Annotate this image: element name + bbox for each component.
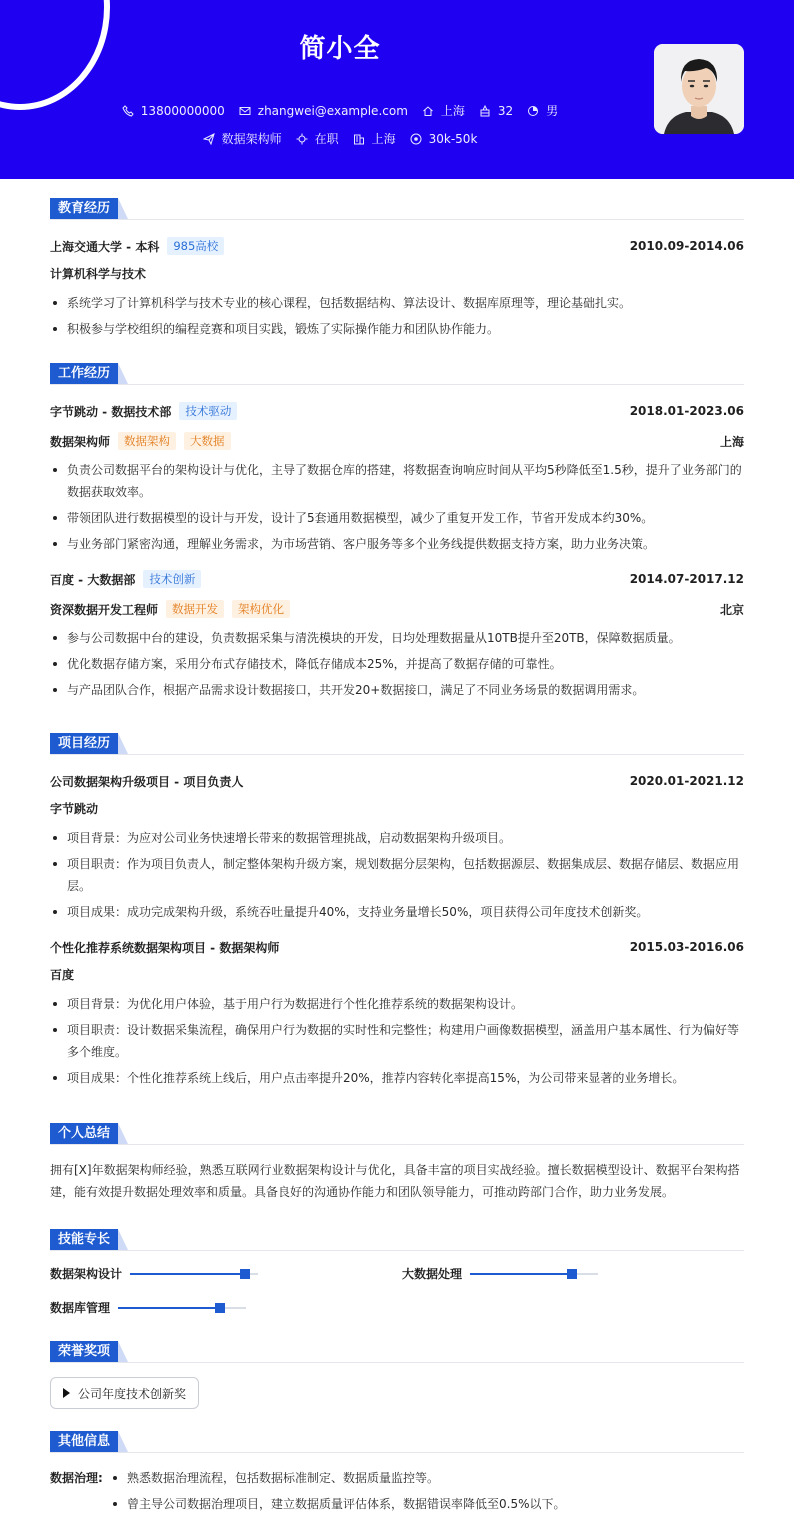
list-item: 优化数据存储方案，采用分布式存储技术，降低存储成本25%，并提高了数据存储的可靠性。 — [50, 653, 744, 675]
work-date: 2018.01-2023.06 — [629, 404, 744, 418]
job-intent-line — [0, 130, 680, 147]
project-bullets — [50, 993, 744, 1089]
project-date: 2015.03-2016.06 — [629, 940, 744, 954]
project-name: 公司数据架构升级项目 - 项目负责人 — [50, 774, 244, 789]
phone-info — [122, 102, 225, 119]
role-tag: 大数据 — [184, 432, 231, 450]
project-org: 百度 — [50, 968, 75, 982]
role-tag: 架构优化 — [232, 600, 290, 618]
position-info — [203, 130, 282, 147]
work-date: 2014.07-2017.12 — [629, 572, 744, 586]
education-heading — [50, 198, 744, 220]
school-badge: 985高校 — [167, 237, 224, 255]
skill-name: 数据架构设计 — [50, 1267, 123, 1281]
skill-name: 大数据处理 — [402, 1267, 463, 1281]
age-icon — [479, 105, 491, 117]
project-entry — [50, 935, 744, 1089]
skill-item — [402, 1265, 598, 1282]
summary-section — [50, 1123, 744, 1229]
skill-level-knob — [240, 1269, 250, 1279]
gender-icon — [527, 105, 539, 117]
job-role: 资深数据开发工程师 — [50, 602, 159, 617]
list-item: 项目成果：个性化推荐系统上线后，用户点击率提升20%，推荐内容转化率提高15%，为公司带来显著的业务增长。 — [50, 1067, 744, 1089]
location-text: 上海 — [440, 104, 465, 118]
age-info — [479, 102, 513, 119]
resume-body — [50, 198, 744, 1519]
major: 计算机科学与技术 — [50, 267, 147, 281]
play-triangle-icon — [63, 1388, 70, 1398]
avatar-portrait-icon — [654, 44, 744, 134]
list-item: 负责公司数据平台的架构设计与优化，主导了数据仓库的搭建，将数据查询响应时间从平均5秒降低至1.5秒，提升了业务部门的数据获取效率。 — [50, 459, 744, 503]
salary-icon — [410, 133, 422, 145]
email-text: zhangwei@example.com — [257, 103, 408, 118]
section-title: 技能专长 — [50, 1229, 118, 1250]
other-info — [50, 1467, 744, 1519]
work-heading — [50, 363, 744, 385]
work-bullets — [50, 627, 744, 701]
education-section — [50, 198, 744, 363]
project-entry — [50, 769, 744, 923]
work-city-text: 上海 — [371, 132, 396, 146]
project-org: 字节跳动 — [50, 802, 99, 816]
list-item: 系统学习了计算机科学与技术专业的核心课程，包括数据结构、算法设计、数据库原理等，理论基础扎实。 — [50, 292, 744, 314]
list-item: 熟悉数据治理流程，包括数据标准制定、数据质量监控等。 — [110, 1467, 566, 1489]
job-role: 数据架构师 — [50, 434, 111, 449]
email-info — [239, 102, 408, 119]
section-title: 项目经历 — [50, 733, 118, 754]
skill-level-bar — [130, 1273, 258, 1275]
status-info — [296, 130, 339, 147]
list-item: 与产品团队合作，根据产品需求设计数据接口，共开发20+数据接口，满足了不同业务场景的数据调用需求。 — [50, 679, 744, 701]
phone-text: 13800000000 — [140, 103, 225, 118]
skill-level-knob — [567, 1269, 577, 1279]
company-badge: 技术创新 — [143, 570, 201, 588]
work-bullets — [50, 459, 744, 555]
work-entry — [50, 399, 744, 555]
list-item: 项目职责：作为项目负责人，制定整体架构升级方案，规划数据分层架构，包括数据源层、数据集成层、数据存储层、数据应用层。 — [50, 853, 744, 897]
work-entry — [50, 567, 744, 701]
gender-text: 男 — [546, 104, 559, 118]
contact-line — [0, 102, 680, 119]
building-icon — [353, 133, 365, 145]
skill-level-bar — [470, 1273, 598, 1275]
award-name: 公司年度技术创新奖 — [78, 1386, 187, 1401]
skill-level-knob — [215, 1303, 225, 1313]
candidate-name: 简小全 — [299, 34, 381, 64]
resume-header — [0, 0, 794, 179]
status-text: 在职 — [314, 132, 339, 146]
salary-info — [410, 130, 478, 147]
project-name: 个性化推荐系统数据架构项目 - 数据架构师 — [50, 940, 280, 955]
other-section — [50, 1431, 744, 1519]
avatar — [654, 44, 744, 134]
salary-text: 30k-50k — [428, 131, 478, 146]
skill-item — [50, 1265, 258, 1282]
section-title: 教育经历 — [50, 198, 118, 219]
awards-heading — [50, 1341, 744, 1363]
company-name: 百度 - 大数据部 — [50, 572, 136, 587]
list-item: 参与公司数据中台的建设，负责数据采集与清洗模块的开发，日均处理数据量从10TB提升至20TB，保障数据质量。 — [50, 627, 744, 649]
skills-section — [50, 1229, 744, 1341]
list-item: 积极参与学校组织的编程竞赛和项目实践，锻炼了实际操作能力和团队协作能力。 — [50, 318, 744, 340]
project-bullets — [50, 827, 744, 923]
gender-info — [527, 102, 558, 119]
education-date: 2010.09-2014.06 — [629, 239, 744, 253]
phone-icon — [122, 105, 134, 117]
summary-text: 拥有[X]年数据架构师经验，熟悉互联网行业数据架构设计与优化，具备丰富的项目实战经验。擅长数据模型设计、数据平台架构搭建，能有效提升数据处理效率和质量。具备良好的沟通协作能力和团队领导能力，可推动跨部门合作，助力业务发展。 — [50, 1163, 740, 1199]
list-item: 项目背景：为应对公司业务快速增长带来的数据管理挑战，启动数据架构升级项目。 — [50, 827, 744, 849]
other-heading — [50, 1431, 744, 1453]
projects-heading — [50, 733, 744, 755]
age-text: 32 — [497, 103, 514, 118]
skills-heading — [50, 1229, 744, 1251]
award-item[interactable] — [50, 1377, 199, 1409]
list-item: 曾主导公司数据治理项目，建立数据质量评估体系，数据错误率降低至0.5%以下。 — [110, 1493, 566, 1515]
section-title: 工作经历 — [50, 363, 118, 384]
work-city: 上海 — [719, 434, 744, 449]
project-date: 2020.01-2021.12 — [629, 774, 744, 788]
mail-icon — [239, 105, 251, 117]
section-title: 荣誉奖项 — [50, 1341, 118, 1362]
list-item: 项目职责：设计数据采集流程，确保用户行为数据的实时性和完整性；构建用户画像数据模型，涵盖用户基本属性、行为偏好等多个维度。 — [50, 1019, 744, 1063]
skill-level-bar — [118, 1307, 246, 1309]
summary-heading — [50, 1123, 744, 1145]
work-city: 北京 — [719, 602, 744, 617]
company-name: 字节跳动 - 数据技术部 — [50, 404, 172, 419]
list-item: 项目成果：成功完成架构升级，系统吞吐量提升40%，支持业务量增长50%，项目获得公司年度技术创新奖。 — [50, 901, 744, 923]
skills-grid — [50, 1265, 744, 1327]
role-tag: 数据架构 — [118, 432, 176, 450]
list-item: 与业务部门紧密沟通，理解业务需求，为市场营销、客户服务等多个业务线提供数据支持方案，助力业务决策。 — [50, 533, 744, 555]
projects-section — [50, 733, 744, 1123]
skill-level-fill — [118, 1307, 220, 1309]
skill-level-fill — [470, 1273, 572, 1275]
company-badge: 技术驱动 — [179, 402, 237, 420]
role-tag: 数据开发 — [166, 600, 224, 618]
position-text: 数据架构师 — [221, 132, 282, 146]
other-label: 数据治理: — [50, 1471, 103, 1485]
education-bullets — [50, 292, 744, 340]
list-item: 项目背景：为优化用户体验，基于用户行为数据进行个性化推荐系统的数据架构设计。 — [50, 993, 744, 1015]
skill-item — [50, 1299, 246, 1316]
school-name: 上海交通大学 - 本科 — [50, 239, 160, 254]
section-title: 个人总结 — [50, 1123, 118, 1144]
skill-level-fill — [130, 1273, 245, 1275]
other-bullets — [110, 1467, 566, 1519]
status-icon — [296, 133, 308, 145]
location-info — [422, 102, 465, 119]
skill-name: 数据库管理 — [50, 1301, 111, 1315]
section-title: 其他信息 — [50, 1431, 118, 1452]
home-icon — [422, 105, 434, 117]
send-icon — [203, 133, 215, 145]
work-section — [50, 363, 744, 733]
awards-section — [50, 1341, 744, 1431]
list-item: 带领团队进行数据模型的设计与开发，设计了5套通用数据模型，减少了重复开发工作，节省开发成本约30%。 — [50, 507, 744, 529]
education-row — [50, 234, 744, 258]
work-city-info — [353, 130, 396, 147]
